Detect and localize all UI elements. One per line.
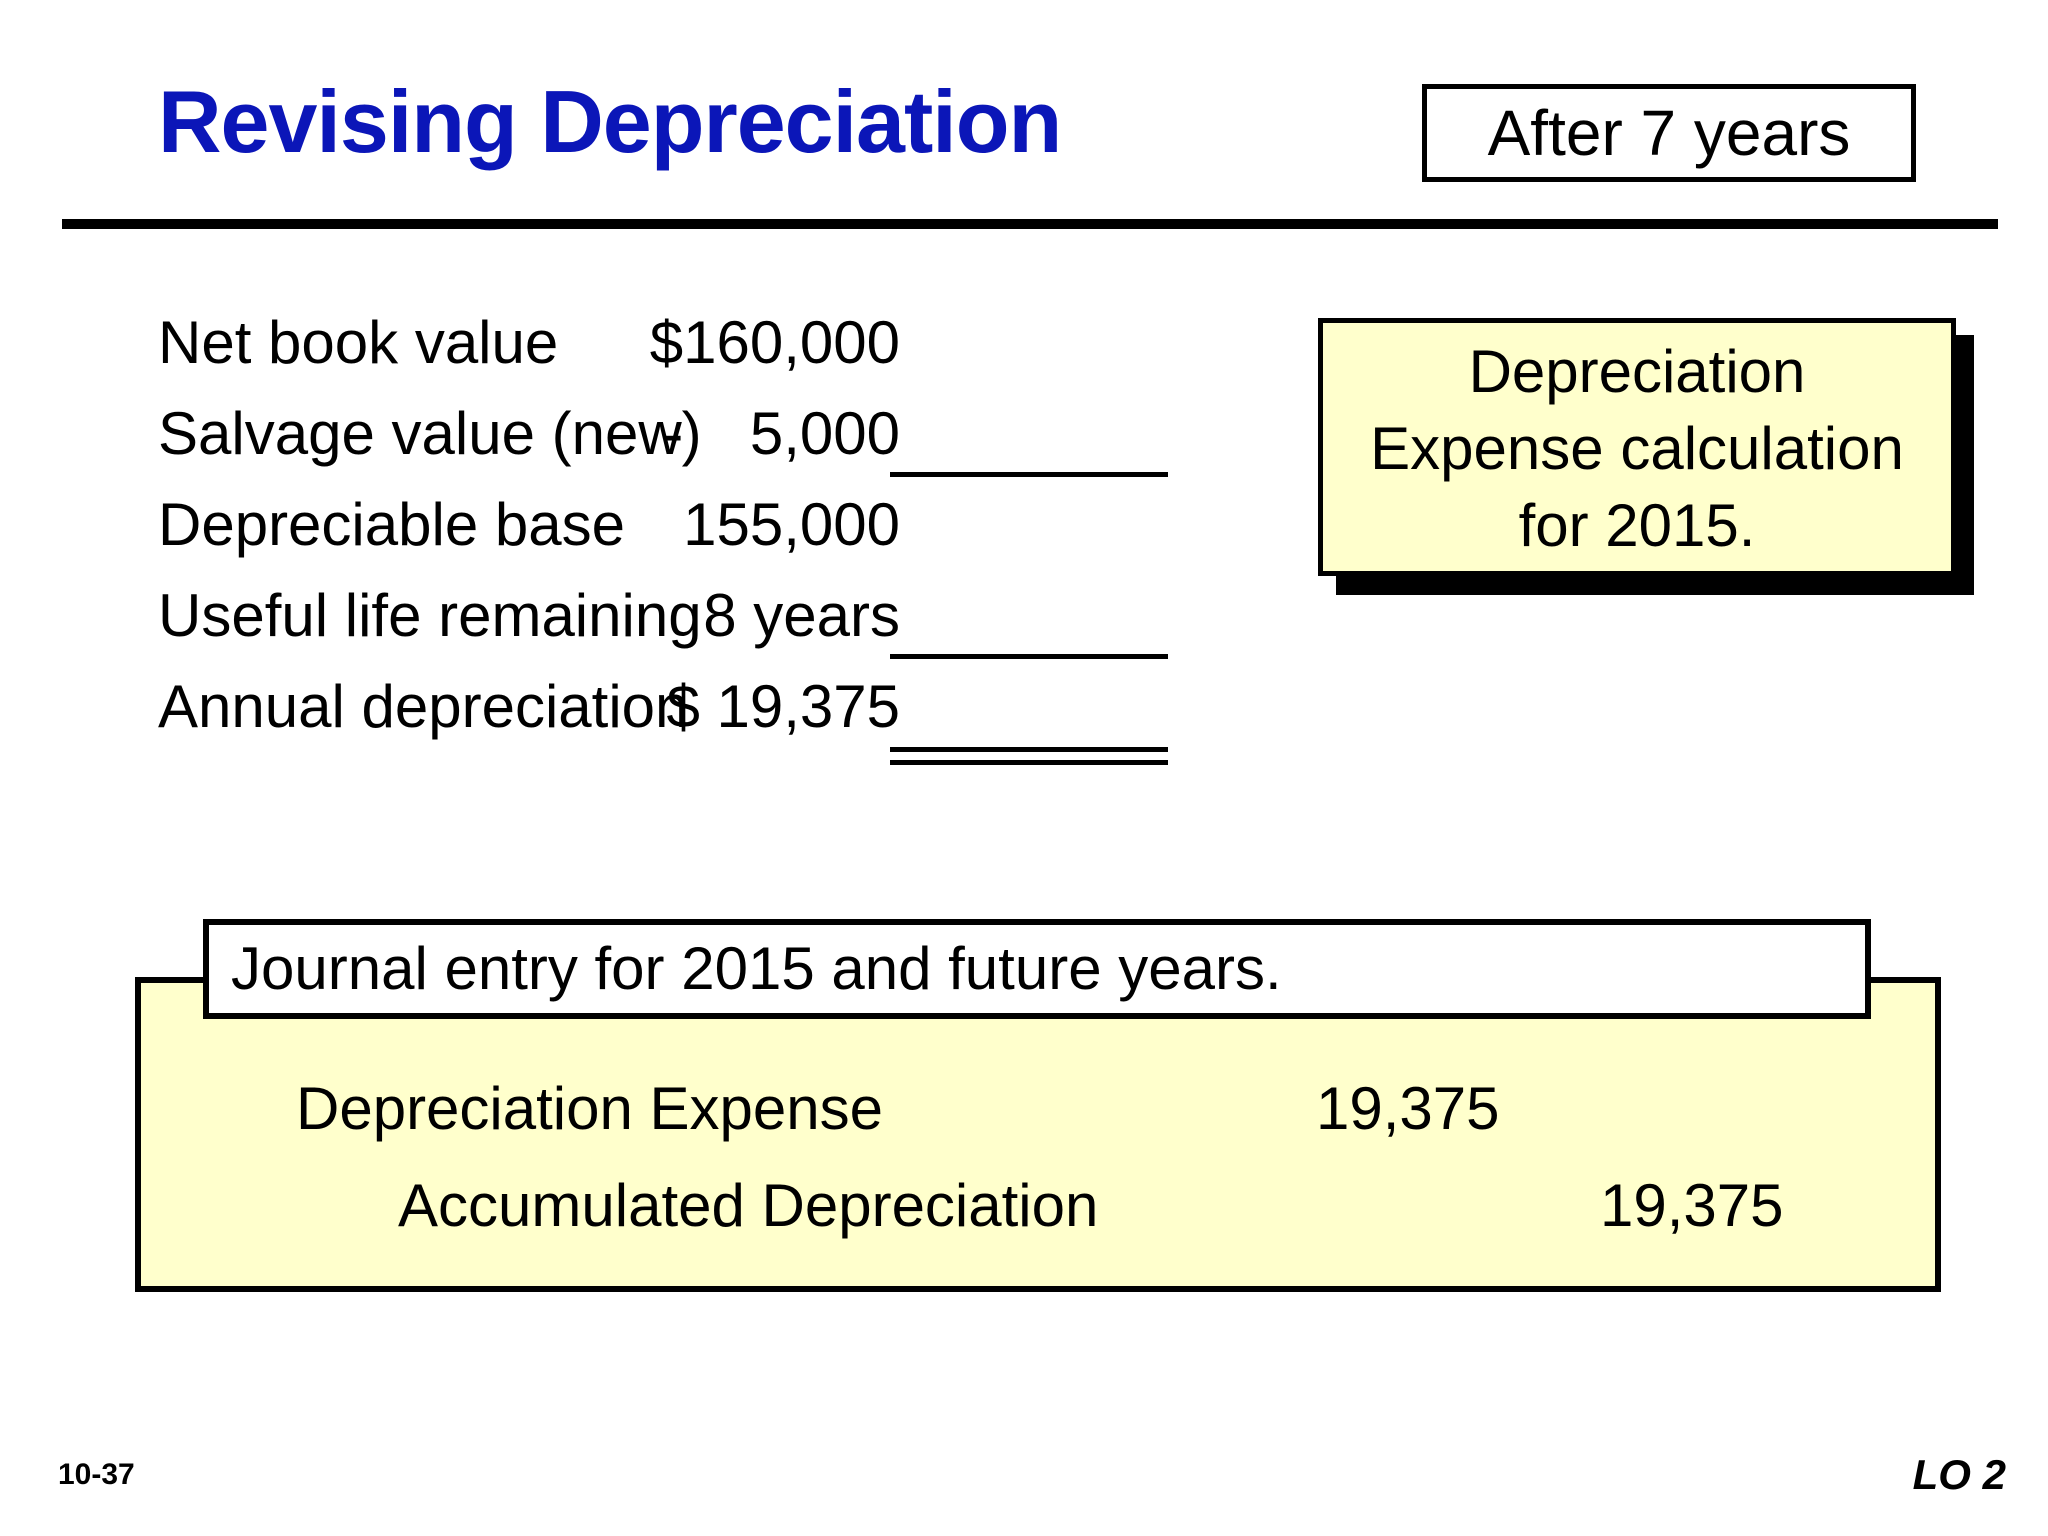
calc-value-useful-life: 8 years	[703, 582, 900, 649]
callout-box	[1318, 318, 1956, 576]
slide-title: Revising Depreciation	[158, 72, 1062, 171]
calc-label-annual-depreciation: Annual depreciation	[158, 673, 689, 740]
journal-credit-account: Accumulated Depreciation	[398, 1172, 1099, 1239]
slide-number: 10-37	[58, 1458, 135, 1491]
learning-objective-tag: LO 2	[1912, 1451, 2006, 1498]
calc-value-net-book-value: $160,000	[649, 309, 900, 376]
calc-label-useful-life: Useful life remaining	[158, 582, 702, 649]
time-badge: After 7 years	[1422, 84, 1916, 182]
division-underline	[890, 654, 1168, 659]
callout-line: Depreciation	[1468, 338, 1806, 405]
subtotal-underline	[890, 472, 1168, 477]
journal-debit-account: Depreciation Expense	[296, 1075, 884, 1142]
calc-value-depreciable-base: 155,000	[683, 491, 900, 558]
journal-debit-amount: 19,375	[1316, 1075, 1500, 1142]
journal-credit-amount: 19,375	[1600, 1172, 1784, 1239]
callout-line: for 2015.	[1518, 492, 1756, 559]
calc-value-annual-depreciation: $ 19,375	[666, 673, 900, 740]
title-divider	[62, 219, 1998, 229]
journal-heading: Journal entry for 2015 and future years.	[203, 919, 1871, 1019]
calc-value-salvage-value: - 5,000	[663, 400, 900, 467]
total-double-underline-top	[890, 747, 1168, 752]
calc-label-net-book-value: Net book value	[158, 309, 559, 376]
total-double-underline-bottom	[890, 760, 1168, 765]
callout-line: Expense calculation	[1370, 415, 1904, 482]
calc-label-salvage-value: Salvage value (new)	[158, 400, 702, 467]
calc-label-depreciable-base: Depreciable base	[158, 491, 625, 558]
